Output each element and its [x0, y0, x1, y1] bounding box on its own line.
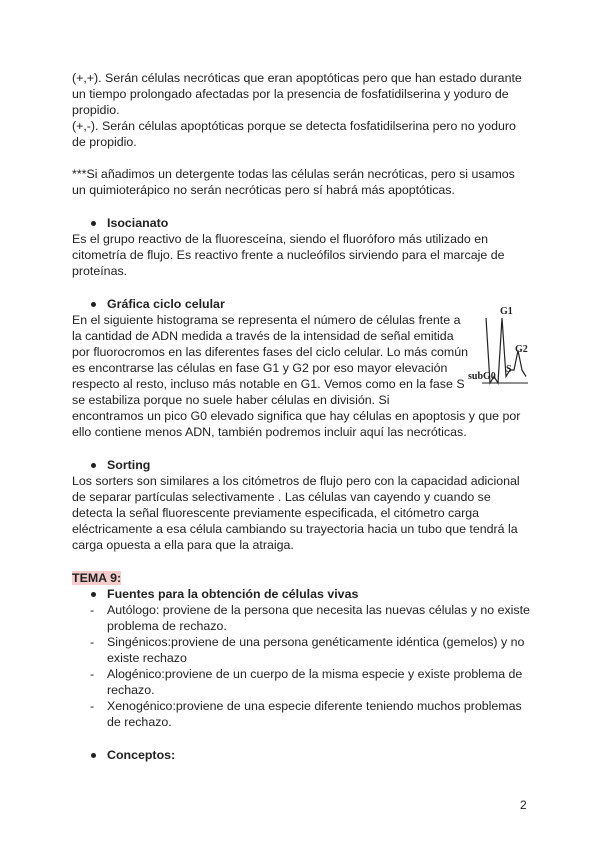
fuentes-item-autologo: - Autólogo: proviene de la persona que necesita las nuevas células y no existe problema de rechazo.: [72, 602, 532, 634]
fuentes-item-singenicos: - Singénicos:proviene de una persona genéticamente idéntica (gemelos) y no existe rechazo: [72, 634, 532, 666]
fuentes-item-alogenico: - Alogénico:proviene de un cuerpo de la misma especie y existe problema de rechazo.: [72, 666, 532, 698]
ciclo-celular-text: En el siguiente histograma se representa el número de células frente a la cantidad de ADN medida a través de la intensidad de señal emitida por fluorocromos en las diferentes fases del ciclo celular. Lo más común es encontrarse las células en fase G1 y G2 por eso mayor elevación respecto al resto, incluso más notable en G1. Vemos como en la fase S se estabiliza porque no suele haber células en división. Si: [72, 313, 469, 407]
tema-heading: [72, 570, 532, 586]
fuentes-heading: Fuentes para la obtención de células vivas: [72, 586, 532, 602]
tema-label: TEMA 9:: [72, 571, 122, 585]
isocianato-text: Es el grupo reactivo de la fluoresceína, siendo el fluoróforo más utilizado en citometría de flujo. Es reactivo frente a nucleófilos sirviendo para el marcaje de proteínas.: [72, 232, 505, 278]
ciclo-celular-heading: Gráfica ciclo celular: [72, 296, 532, 312]
document-page: [72, 70, 532, 763]
isocianato-heading: Isocianato: [72, 215, 532, 231]
chart-label-g1: G1: [500, 306, 513, 317]
chart-label-subg0: subG0: [468, 371, 496, 382]
sorting-text: Los sorters son similares a los citómetros de flujo pero con la capacidad adicional de separar partículas selectivamente . Las células van cayendo y cuando se detecta la señal fluorescente previamente especificada, el citómetro carga eléctricamente a esa célula cambiando su trayectoria hacia un tubo que tendrá la carga opuesta a ella para que la atraiga.: [72, 474, 520, 552]
fuentes-item-xenogenico: - Xenogénico:proviene de una especie diferente teniendo muchos problemas de rechazo.: [72, 698, 532, 730]
chart-label-s: S: [506, 364, 512, 375]
intro-paragraph-positive-positive: (+,+). Serán células necróticas que eran apoptóticas pero que han estado durante un tiempo prolongado afectadas por la presencia de fosfatidilserina y yoduro de propidio.: [72, 71, 522, 117]
fuentes-list: [72, 602, 532, 730]
intro-paragraph-positive-negative: (+,-). Serán células apoptóticas porque se detecta fosfatidilserina pero no yoduro de propidio.: [72, 119, 516, 149]
detergent-note: ***Si añadimos un detergente todas las células serán necróticas, pero si usamos un quimioterápico no serán necróticas pero sí habrá más apoptóticas.: [72, 167, 515, 197]
page-number: 2: [520, 798, 527, 812]
ciclo-celular-section: [72, 306, 532, 408]
cell-cycle-histogram: [468, 306, 528, 390]
chart-label-g2: G2: [515, 344, 528, 355]
sorting-heading: Sorting: [72, 457, 532, 473]
conceptos-heading: Conceptos:: [72, 747, 532, 763]
ciclo-celular-text-continued: encontramos un pico G0 elevado significa que hay células en apoptosis y que por ello contiene menos ADN, también podremos incluir aquí las necróticas.: [72, 409, 521, 439]
